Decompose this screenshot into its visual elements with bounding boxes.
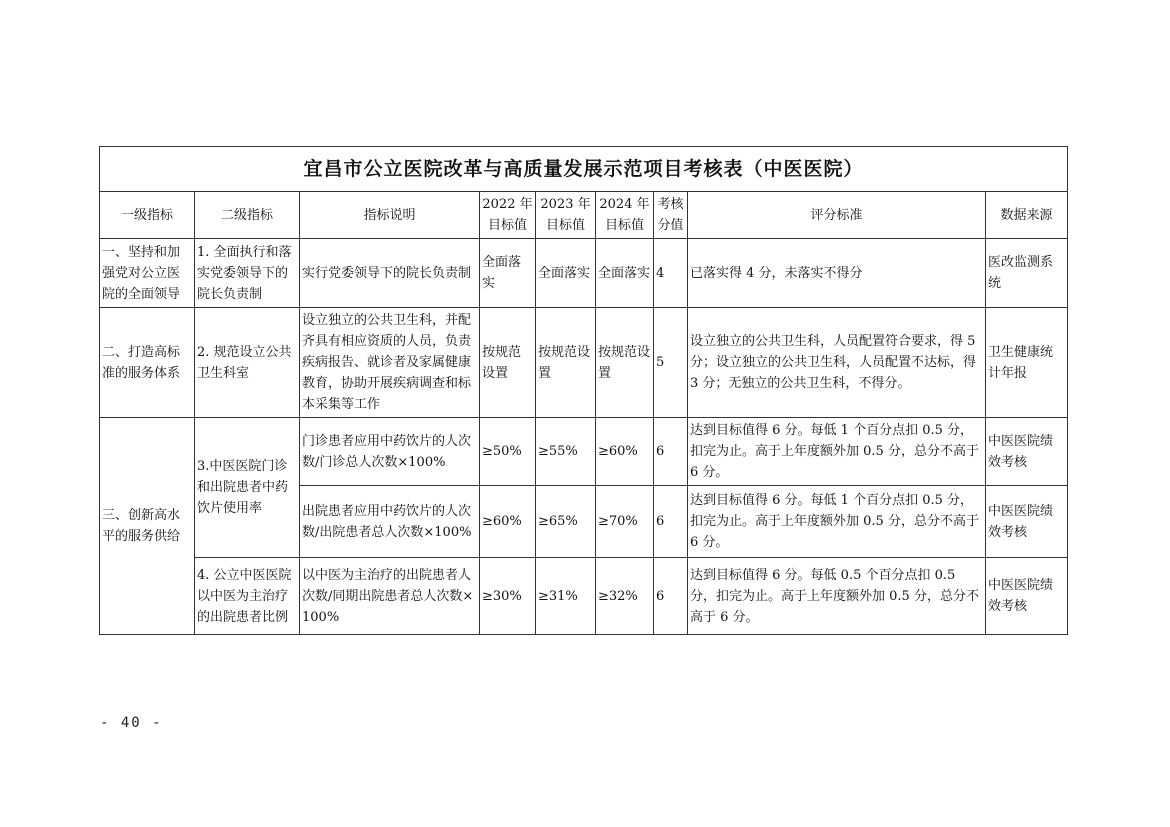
target-2023-cell: ≥55% [536,418,596,486]
level2-cell: 2. 规范设立公共卫生科室 [195,308,300,418]
level1-cell: 一、坚持和加强党对公立医院的全面领导 [100,239,195,308]
desc-cell: 门诊患者应用中药饮片的人次数/门诊总人次数×100% [300,418,480,486]
table-row [100,239,1068,308]
criteria-cell: 设立独立的公共卫生科，人员配置符合要求，得 5 分；设立独立的公共卫生科，人员配置不达标，得 3 分；无独立的公共卫生科，不得分。 [688,308,986,418]
header-2024: 2024 年目标值 [596,192,654,239]
header-desc: 指标说明 [300,192,480,239]
level1-cell: 三、创新高水平的服务供给 [100,418,195,635]
header-row [100,192,1068,239]
target-2023-cell: 按规范设置 [536,308,596,418]
criteria-cell: 已落实得 4 分，未落实不得分 [688,239,986,308]
score-cell: 5 [654,308,688,418]
target-2022-cell: ≥60% [480,486,536,558]
criteria-cell: 达到目标值得 6 分。每低 1 个百分点扣 0.5 分，扣完为止。高于上年度额外加 0.5 分，总分不高于 6 分。 [688,486,986,558]
source-cell: 卫生健康统计年报 [986,308,1068,418]
header-criteria: 评分标准 [688,192,986,239]
header-level1: 一级指标 [100,192,195,239]
criteria-cell: 达到目标值得 6 分。每低 0.5 个百分点扣 0.5 分，扣完为止。高于上年度额外加 0.5 分，总分不高于 6 分。 [688,558,986,635]
source-cell: 中医医院绩效考核 [986,558,1068,635]
target-2024-cell: 全面落实 [596,239,654,308]
target-2022-cell: 按规范设置 [480,308,536,418]
desc-cell: 设立独立的公共卫生科，并配齐具有相应资质的人员，负责疾病报告、就诊者及家属健康教育，协助开展疾病调查和标本采集等工作 [300,308,480,418]
source-cell: 中医医院绩效考核 [986,418,1068,486]
header-source: 数据来源 [986,192,1068,239]
table-row [100,558,1068,635]
criteria-cell: 达到目标值得 6 分。每低 1 个百分点扣 0.5 分，扣完为止。高于上年度额外加 0.5 分，总分不高于 6 分。 [688,418,986,486]
level2-cell: 1. 全面执行和落实党委领导下的院长负责制 [195,239,300,308]
level1-cell: 二、打造高标准的服务体系 [100,308,195,418]
table-row [100,418,1068,486]
header-score: 考核分值 [654,192,688,239]
score-cell: 4 [654,239,688,308]
desc-cell: 实行党委领导下的院长负责制 [300,239,480,308]
score-cell: 6 [654,558,688,635]
table-row [100,308,1068,418]
source-cell: 医改监测系统 [986,239,1068,308]
header-level2: 二级指标 [195,192,300,239]
target-2024-cell: ≥32% [596,558,654,635]
desc-cell: 出院患者应用中药饮片的人次数/出院患者总人次数×100% [300,486,480,558]
level2-cell: 3.中医医院门诊和出院患者中药饮片使用率 [195,418,300,558]
score-cell: 6 [654,418,688,486]
header-2023: 2023 年目标值 [536,192,596,239]
target-2022-cell: ≥50% [480,418,536,486]
target-2023-cell: ≥31% [536,558,596,635]
table-title: 宜昌市公立医院改革与高质量发展示范项目考核表（中医医院） [100,147,1068,192]
target-2022-cell: 全面落实 [480,239,536,308]
target-2024-cell: ≥60% [596,418,654,486]
target-2024-cell: 按规范设置 [596,308,654,418]
score-cell: 6 [654,486,688,558]
page-number: - 40 - [100,715,163,731]
target-2023-cell: 全面落实 [536,239,596,308]
target-2023-cell: ≥65% [536,486,596,558]
target-2022-cell: ≥30% [480,558,536,635]
target-2024-cell: ≥70% [596,486,654,558]
desc-cell: 以中医为主治疗的出院患者人次数/同期出院患者总人次数×100% [300,558,480,635]
source-cell: 中医医院绩效考核 [986,486,1068,558]
level2-cell: 4. 公立中医医院以中医为主治疗的出院患者比例 [195,558,300,635]
header-2022: 2022 年目标值 [480,192,536,239]
assessment-table [99,146,1068,635]
